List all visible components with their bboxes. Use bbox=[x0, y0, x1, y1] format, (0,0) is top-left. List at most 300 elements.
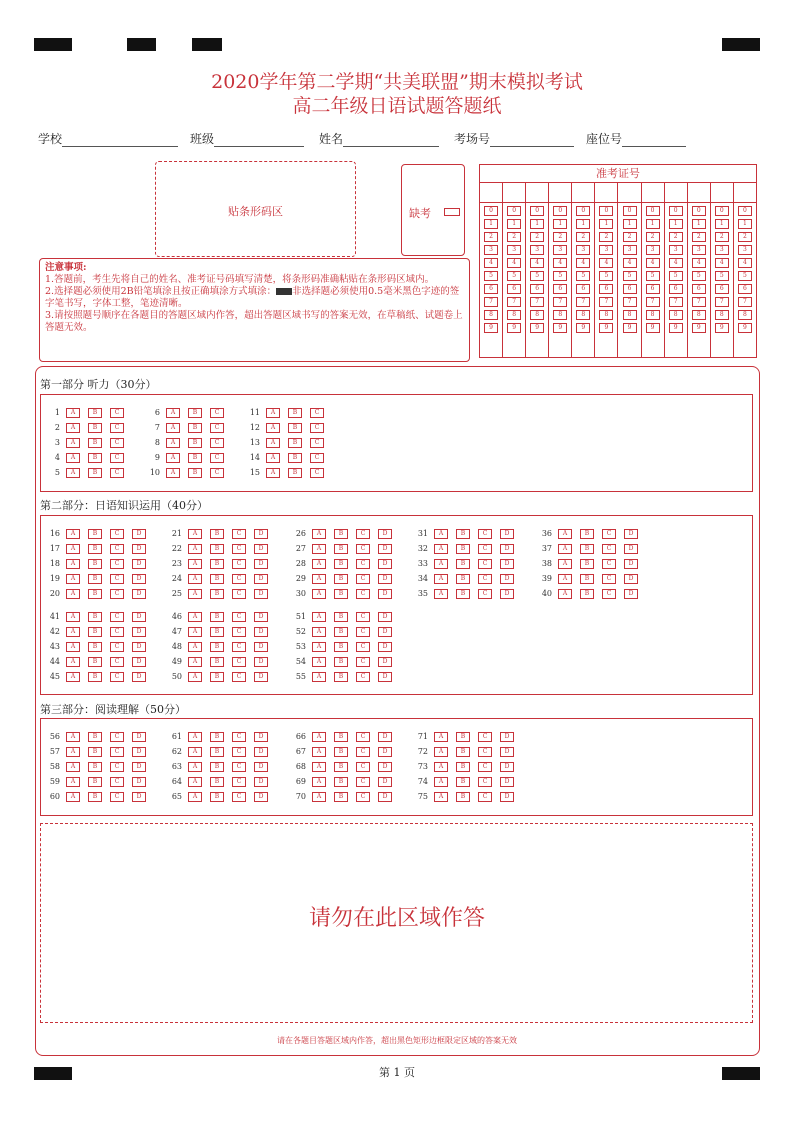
answer-bubble[interactable]: C bbox=[356, 657, 370, 667]
digit-bubble[interactable]: 6 bbox=[599, 284, 613, 294]
answer-bubble[interactable]: B bbox=[188, 468, 202, 478]
answer-bubble[interactable]: D bbox=[378, 559, 392, 569]
answer-bubble[interactable]: B bbox=[456, 762, 470, 772]
seat-field[interactable]: 座位号 bbox=[586, 130, 686, 147]
answer-bubble[interactable]: D bbox=[500, 732, 514, 742]
digit-bubble[interactable]: 9 bbox=[623, 323, 637, 333]
digit-bubble[interactable]: 3 bbox=[530, 245, 544, 255]
digit-bubble[interactable]: 2 bbox=[646, 232, 660, 242]
answer-bubble[interactable]: A bbox=[188, 589, 202, 599]
answer-bubble[interactable]: C bbox=[210, 468, 224, 478]
answer-bubble[interactable]: A bbox=[66, 559, 80, 569]
answer-bubble[interactable]: C bbox=[356, 642, 370, 652]
answer-bubble[interactable]: C bbox=[232, 792, 246, 802]
answer-bubble[interactable]: B bbox=[456, 732, 470, 742]
answer-bubble[interactable]: D bbox=[132, 777, 146, 787]
answer-bubble[interactable]: A bbox=[312, 777, 326, 787]
answer-bubble[interactable]: B bbox=[88, 672, 102, 682]
answer-bubble[interactable]: D bbox=[254, 529, 268, 539]
digit-bubble[interactable]: 8 bbox=[530, 310, 544, 320]
answer-bubble[interactable]: B bbox=[88, 468, 102, 478]
answer-bubble[interactable]: B bbox=[456, 777, 470, 787]
answer-bubble[interactable]: B bbox=[334, 747, 348, 757]
digit-bubble[interactable]: 7 bbox=[507, 297, 521, 307]
digit-bubble[interactable]: 5 bbox=[715, 271, 729, 281]
digit-bubble[interactable]: 3 bbox=[646, 245, 660, 255]
digit-bubble[interactable]: 7 bbox=[530, 297, 544, 307]
exam-id-digit-cell[interactable] bbox=[618, 183, 640, 203]
answer-bubble[interactable]: A bbox=[266, 423, 280, 433]
answer-bubble[interactable]: B bbox=[88, 559, 102, 569]
answer-bubble[interactable]: B bbox=[288, 453, 302, 463]
answer-bubble[interactable]: B bbox=[88, 627, 102, 637]
answer-bubble[interactable]: A bbox=[66, 468, 80, 478]
digit-bubble[interactable]: 6 bbox=[715, 284, 729, 294]
answer-bubble[interactable]: D bbox=[254, 574, 268, 584]
answer-bubble[interactable]: C bbox=[110, 468, 124, 478]
answer-bubble[interactable]: C bbox=[356, 559, 370, 569]
exam-id-digit-cell[interactable] bbox=[572, 183, 594, 203]
answer-bubble[interactable]: A bbox=[166, 408, 180, 418]
answer-bubble[interactable]: C bbox=[356, 762, 370, 772]
answer-bubble[interactable]: B bbox=[456, 589, 470, 599]
answer-bubble[interactable]: B bbox=[580, 529, 594, 539]
answer-bubble[interactable]: B bbox=[210, 559, 224, 569]
answer-bubble[interactable]: B bbox=[456, 559, 470, 569]
exam-id-digit-cell[interactable] bbox=[595, 183, 617, 203]
answer-bubble[interactable]: C bbox=[210, 423, 224, 433]
digit-bubble[interactable]: 4 bbox=[599, 258, 613, 268]
answer-bubble[interactable]: C bbox=[602, 544, 616, 554]
answer-bubble[interactable]: C bbox=[110, 627, 124, 637]
digit-bubble[interactable]: 0 bbox=[623, 206, 637, 216]
answer-bubble[interactable]: A bbox=[166, 438, 180, 448]
answer-bubble[interactable]: B bbox=[88, 792, 102, 802]
answer-bubble[interactable]: A bbox=[188, 529, 202, 539]
exam-room-field[interactable]: 考场号 bbox=[454, 130, 574, 147]
digit-bubble[interactable]: 4 bbox=[530, 258, 544, 268]
answer-bubble[interactable]: A bbox=[434, 529, 448, 539]
digit-bubble[interactable]: 7 bbox=[599, 297, 613, 307]
answer-bubble[interactable]: D bbox=[378, 792, 392, 802]
answer-bubble[interactable]: B bbox=[88, 438, 102, 448]
digit-bubble[interactable]: 4 bbox=[692, 258, 706, 268]
answer-bubble[interactable]: A bbox=[434, 792, 448, 802]
digit-bubble[interactable]: 8 bbox=[507, 310, 521, 320]
digit-bubble[interactable]: 9 bbox=[530, 323, 544, 333]
answer-bubble[interactable]: B bbox=[88, 574, 102, 584]
answer-bubble[interactable]: C bbox=[310, 438, 324, 448]
answer-bubble[interactable]: A bbox=[66, 453, 80, 463]
answer-bubble[interactable]: B bbox=[334, 627, 348, 637]
digit-bubble[interactable]: 2 bbox=[623, 232, 637, 242]
answer-bubble[interactable]: C bbox=[356, 732, 370, 742]
answer-bubble[interactable]: C bbox=[232, 627, 246, 637]
answer-bubble[interactable]: B bbox=[334, 762, 348, 772]
answer-bubble[interactable]: B bbox=[88, 453, 102, 463]
answer-bubble[interactable]: B bbox=[210, 574, 224, 584]
answer-bubble[interactable]: D bbox=[132, 792, 146, 802]
digit-bubble[interactable]: 4 bbox=[669, 258, 683, 268]
answer-bubble[interactable]: D bbox=[254, 672, 268, 682]
digit-bubble[interactable]: 4 bbox=[623, 258, 637, 268]
answer-bubble[interactable]: D bbox=[378, 612, 392, 622]
answer-bubble[interactable]: C bbox=[110, 732, 124, 742]
answer-bubble[interactable]: C bbox=[356, 589, 370, 599]
digit-bubble[interactable]: 7 bbox=[553, 297, 567, 307]
answer-bubble[interactable]: A bbox=[188, 657, 202, 667]
answer-bubble[interactable]: C bbox=[110, 544, 124, 554]
digit-bubble[interactable]: 3 bbox=[692, 245, 706, 255]
answer-bubble[interactable]: C bbox=[232, 777, 246, 787]
digit-bubble[interactable]: 1 bbox=[669, 219, 683, 229]
answer-bubble[interactable]: D bbox=[378, 529, 392, 539]
answer-bubble[interactable]: C bbox=[232, 732, 246, 742]
answer-bubble[interactable]: C bbox=[602, 574, 616, 584]
answer-bubble[interactable]: B bbox=[88, 544, 102, 554]
exam-id-digit-cell[interactable] bbox=[665, 183, 687, 203]
digit-bubble[interactable]: 0 bbox=[507, 206, 521, 216]
answer-bubble[interactable]: D bbox=[132, 612, 146, 622]
digit-bubble[interactable]: 0 bbox=[692, 206, 706, 216]
answer-bubble[interactable]: A bbox=[312, 589, 326, 599]
answer-bubble[interactable]: B bbox=[288, 438, 302, 448]
answer-bubble[interactable]: B bbox=[334, 544, 348, 554]
digit-bubble[interactable]: 6 bbox=[507, 284, 521, 294]
answer-bubble[interactable]: A bbox=[312, 544, 326, 554]
answer-bubble[interactable]: C bbox=[110, 529, 124, 539]
answer-bubble[interactable]: B bbox=[210, 747, 224, 757]
answer-bubble[interactable]: B bbox=[88, 529, 102, 539]
answer-bubble[interactable]: A bbox=[188, 559, 202, 569]
answer-bubble[interactable]: B bbox=[188, 423, 202, 433]
digit-bubble[interactable]: 7 bbox=[669, 297, 683, 307]
digit-bubble[interactable]: 5 bbox=[553, 271, 567, 281]
digit-bubble[interactable]: 9 bbox=[738, 323, 752, 333]
answer-bubble[interactable]: B bbox=[334, 642, 348, 652]
digit-bubble[interactable]: 8 bbox=[576, 310, 590, 320]
answer-bubble[interactable]: B bbox=[88, 589, 102, 599]
digit-bubble[interactable]: 5 bbox=[646, 271, 660, 281]
answer-bubble[interactable]: C bbox=[478, 574, 492, 584]
digit-bubble[interactable]: 0 bbox=[530, 206, 544, 216]
answer-bubble[interactable]: A bbox=[434, 732, 448, 742]
answer-bubble[interactable]: D bbox=[254, 589, 268, 599]
answer-bubble[interactable]: D bbox=[132, 574, 146, 584]
digit-bubble[interactable]: 8 bbox=[599, 310, 613, 320]
answer-bubble[interactable]: A bbox=[188, 777, 202, 787]
answer-bubble[interactable]: D bbox=[254, 657, 268, 667]
answer-bubble[interactable]: A bbox=[66, 544, 80, 554]
answer-bubble[interactable]: D bbox=[132, 589, 146, 599]
answer-bubble[interactable]: D bbox=[500, 777, 514, 787]
answer-bubble[interactable]: A bbox=[66, 438, 80, 448]
answer-bubble[interactable]: A bbox=[66, 672, 80, 682]
answer-bubble[interactable]: B bbox=[210, 612, 224, 622]
answer-bubble[interactable]: C bbox=[478, 559, 492, 569]
answer-bubble[interactable]: D bbox=[132, 642, 146, 652]
answer-bubble[interactable]: A bbox=[166, 423, 180, 433]
answer-bubble[interactable]: A bbox=[188, 792, 202, 802]
answer-bubble[interactable]: D bbox=[378, 642, 392, 652]
answer-bubble[interactable]: D bbox=[378, 762, 392, 772]
digit-bubble[interactable]: 5 bbox=[576, 271, 590, 281]
answer-bubble[interactable]: B bbox=[288, 408, 302, 418]
answer-bubble[interactable]: A bbox=[312, 612, 326, 622]
answer-bubble[interactable]: A bbox=[312, 529, 326, 539]
answer-bubble[interactable]: C bbox=[232, 612, 246, 622]
answer-bubble[interactable]: C bbox=[478, 792, 492, 802]
answer-bubble[interactable]: C bbox=[110, 438, 124, 448]
answer-bubble[interactable]: D bbox=[500, 762, 514, 772]
digit-bubble[interactable]: 4 bbox=[484, 258, 498, 268]
digit-bubble[interactable]: 7 bbox=[715, 297, 729, 307]
digit-bubble[interactable]: 3 bbox=[669, 245, 683, 255]
answer-bubble[interactable]: A bbox=[66, 589, 80, 599]
answer-bubble[interactable]: D bbox=[254, 747, 268, 757]
answer-bubble[interactable]: B bbox=[210, 657, 224, 667]
answer-bubble[interactable]: B bbox=[334, 792, 348, 802]
answer-bubble[interactable]: D bbox=[132, 657, 146, 667]
digit-bubble[interactable]: 5 bbox=[530, 271, 544, 281]
answer-bubble[interactable]: D bbox=[624, 559, 638, 569]
answer-bubble[interactable]: C bbox=[232, 529, 246, 539]
answer-bubble[interactable]: B bbox=[334, 589, 348, 599]
answer-bubble[interactable]: C bbox=[110, 642, 124, 652]
answer-bubble[interactable]: C bbox=[356, 672, 370, 682]
answer-bubble[interactable]: B bbox=[580, 544, 594, 554]
digit-bubble[interactable]: 5 bbox=[599, 271, 613, 281]
answer-bubble[interactable]: D bbox=[254, 627, 268, 637]
answer-bubble[interactable]: D bbox=[254, 642, 268, 652]
answer-bubble[interactable]: D bbox=[378, 657, 392, 667]
answer-bubble[interactable]: C bbox=[602, 589, 616, 599]
digit-bubble[interactable]: 2 bbox=[669, 232, 683, 242]
digit-bubble[interactable]: 9 bbox=[669, 323, 683, 333]
answer-bubble[interactable]: C bbox=[356, 747, 370, 757]
answer-bubble[interactable]: C bbox=[356, 529, 370, 539]
digit-bubble[interactable]: 6 bbox=[738, 284, 752, 294]
answer-bubble[interactable]: D bbox=[624, 589, 638, 599]
answer-bubble[interactable]: D bbox=[500, 792, 514, 802]
answer-bubble[interactable]: A bbox=[188, 574, 202, 584]
answer-bubble[interactable]: D bbox=[254, 559, 268, 569]
answer-bubble[interactable]: A bbox=[558, 529, 572, 539]
digit-bubble[interactable]: 4 bbox=[715, 258, 729, 268]
answer-bubble[interactable]: D bbox=[254, 762, 268, 772]
answer-bubble[interactable]: C bbox=[110, 574, 124, 584]
digit-bubble[interactable]: 2 bbox=[576, 232, 590, 242]
digit-bubble[interactable]: 3 bbox=[623, 245, 637, 255]
answer-bubble[interactable]: A bbox=[66, 777, 80, 787]
answer-bubble[interactable]: A bbox=[188, 732, 202, 742]
digit-bubble[interactable]: 1 bbox=[507, 219, 521, 229]
digit-bubble[interactable]: 8 bbox=[669, 310, 683, 320]
answer-bubble[interactable]: C bbox=[110, 612, 124, 622]
digit-bubble[interactable]: 1 bbox=[623, 219, 637, 229]
answer-bubble[interactable]: C bbox=[310, 423, 324, 433]
answer-bubble[interactable]: D bbox=[500, 574, 514, 584]
digit-bubble[interactable]: 2 bbox=[484, 232, 498, 242]
answer-bubble[interactable]: C bbox=[232, 762, 246, 772]
digit-bubble[interactable]: 9 bbox=[692, 323, 706, 333]
answer-bubble[interactable]: A bbox=[312, 657, 326, 667]
answer-bubble[interactable]: A bbox=[66, 747, 80, 757]
digit-bubble[interactable]: 9 bbox=[599, 323, 613, 333]
answer-bubble[interactable]: D bbox=[624, 574, 638, 584]
digit-bubble[interactable]: 1 bbox=[553, 219, 567, 229]
digit-bubble[interactable]: 6 bbox=[576, 284, 590, 294]
digit-bubble[interactable]: 6 bbox=[484, 284, 498, 294]
answer-bubble[interactable]: A bbox=[434, 559, 448, 569]
digit-bubble[interactable]: 6 bbox=[692, 284, 706, 294]
answer-bubble[interactable]: A bbox=[312, 642, 326, 652]
digit-bubble[interactable]: 0 bbox=[599, 206, 613, 216]
digit-bubble[interactable]: 7 bbox=[646, 297, 660, 307]
digit-bubble[interactable]: 3 bbox=[507, 245, 521, 255]
answer-bubble[interactable]: D bbox=[378, 777, 392, 787]
answer-bubble[interactable]: A bbox=[188, 627, 202, 637]
exam-id-digit-cell[interactable] bbox=[734, 183, 756, 203]
digit-bubble[interactable]: 1 bbox=[646, 219, 660, 229]
answer-bubble[interactable]: A bbox=[434, 574, 448, 584]
answer-bubble[interactable]: A bbox=[558, 559, 572, 569]
digit-bubble[interactable]: 2 bbox=[715, 232, 729, 242]
answer-bubble[interactable]: B bbox=[580, 589, 594, 599]
answer-bubble[interactable]: A bbox=[434, 544, 448, 554]
answer-bubble[interactable]: D bbox=[378, 627, 392, 637]
answer-bubble[interactable]: C bbox=[232, 642, 246, 652]
answer-bubble[interactable]: B bbox=[334, 612, 348, 622]
answer-bubble[interactable]: A bbox=[312, 574, 326, 584]
digit-bubble[interactable]: 5 bbox=[484, 271, 498, 281]
answer-bubble[interactable]: D bbox=[378, 747, 392, 757]
digit-bubble[interactable]: 4 bbox=[646, 258, 660, 268]
answer-bubble[interactable]: C bbox=[310, 453, 324, 463]
answer-bubble[interactable]: B bbox=[210, 792, 224, 802]
answer-bubble[interactable]: B bbox=[210, 627, 224, 637]
answer-bubble[interactable]: A bbox=[312, 792, 326, 802]
answer-bubble[interactable]: D bbox=[378, 732, 392, 742]
digit-bubble[interactable]: 8 bbox=[623, 310, 637, 320]
answer-bubble[interactable]: C bbox=[356, 627, 370, 637]
answer-bubble[interactable]: D bbox=[500, 559, 514, 569]
answer-bubble[interactable]: C bbox=[356, 612, 370, 622]
answer-bubble[interactable]: D bbox=[378, 544, 392, 554]
exam-id-digit-cell[interactable] bbox=[642, 183, 664, 203]
answer-bubble[interactable]: A bbox=[66, 423, 80, 433]
answer-bubble[interactable]: C bbox=[478, 762, 492, 772]
answer-bubble[interactable]: C bbox=[478, 777, 492, 787]
answer-bubble[interactable]: A bbox=[66, 657, 80, 667]
answer-bubble[interactable]: B bbox=[580, 559, 594, 569]
answer-bubble[interactable]: B bbox=[210, 732, 224, 742]
answer-bubble[interactable]: C bbox=[110, 589, 124, 599]
digit-bubble[interactable]: 2 bbox=[738, 232, 752, 242]
digit-bubble[interactable]: 3 bbox=[738, 245, 752, 255]
digit-bubble[interactable]: 7 bbox=[738, 297, 752, 307]
digit-bubble[interactable]: 2 bbox=[692, 232, 706, 242]
answer-bubble[interactable]: A bbox=[188, 672, 202, 682]
answer-bubble[interactable]: B bbox=[188, 438, 202, 448]
answer-bubble[interactable]: B bbox=[456, 574, 470, 584]
digit-bubble[interactable]: 0 bbox=[669, 206, 683, 216]
answer-bubble[interactable]: D bbox=[378, 574, 392, 584]
answer-bubble[interactable]: D bbox=[500, 529, 514, 539]
answer-bubble[interactable]: C bbox=[478, 747, 492, 757]
digit-bubble[interactable]: 6 bbox=[623, 284, 637, 294]
digit-bubble[interactable]: 1 bbox=[530, 219, 544, 229]
answer-bubble[interactable]: A bbox=[266, 453, 280, 463]
digit-bubble[interactable]: 1 bbox=[576, 219, 590, 229]
answer-bubble[interactable]: B bbox=[210, 672, 224, 682]
digit-bubble[interactable]: 9 bbox=[553, 323, 567, 333]
class-field[interactable]: 班级 bbox=[190, 130, 304, 147]
answer-bubble[interactable]: A bbox=[66, 408, 80, 418]
answer-bubble[interactable]: C bbox=[110, 762, 124, 772]
answer-bubble[interactable]: D bbox=[624, 529, 638, 539]
digit-bubble[interactable]: 5 bbox=[738, 271, 752, 281]
answer-bubble[interactable]: B bbox=[334, 672, 348, 682]
digit-bubble[interactable]: 1 bbox=[484, 219, 498, 229]
answer-bubble[interactable]: D bbox=[378, 589, 392, 599]
answer-bubble[interactable]: C bbox=[232, 672, 246, 682]
answer-bubble[interactable]: A bbox=[312, 762, 326, 772]
exam-id-digit-cell[interactable] bbox=[480, 183, 502, 203]
answer-bubble[interactable]: C bbox=[110, 453, 124, 463]
answer-bubble[interactable]: A bbox=[66, 612, 80, 622]
answer-bubble[interactable]: C bbox=[602, 529, 616, 539]
absent-checkbox[interactable] bbox=[444, 208, 460, 216]
digit-bubble[interactable]: 8 bbox=[646, 310, 660, 320]
answer-bubble[interactable]: C bbox=[602, 559, 616, 569]
answer-bubble[interactable]: B bbox=[88, 762, 102, 772]
answer-bubble[interactable]: D bbox=[132, 529, 146, 539]
answer-bubble[interactable]: C bbox=[478, 589, 492, 599]
answer-bubble[interactable]: A bbox=[66, 627, 80, 637]
answer-bubble[interactable]: C bbox=[478, 544, 492, 554]
answer-bubble[interactable]: D bbox=[254, 544, 268, 554]
answer-bubble[interactable]: A bbox=[188, 762, 202, 772]
answer-bubble[interactable]: A bbox=[312, 672, 326, 682]
answer-bubble[interactable]: B bbox=[210, 762, 224, 772]
answer-bubble[interactable]: A bbox=[66, 529, 80, 539]
answer-bubble[interactable]: B bbox=[88, 423, 102, 433]
answer-bubble[interactable]: A bbox=[66, 574, 80, 584]
answer-bubble[interactable]: A bbox=[434, 762, 448, 772]
digit-bubble[interactable]: 4 bbox=[576, 258, 590, 268]
answer-bubble[interactable]: B bbox=[210, 589, 224, 599]
answer-bubble[interactable]: C bbox=[110, 408, 124, 418]
digit-bubble[interactable]: 2 bbox=[507, 232, 521, 242]
answer-bubble[interactable]: B bbox=[188, 453, 202, 463]
answer-bubble[interactable]: B bbox=[88, 732, 102, 742]
digit-bubble[interactable]: 1 bbox=[715, 219, 729, 229]
answer-bubble[interactable]: B bbox=[580, 574, 594, 584]
answer-bubble[interactable]: C bbox=[232, 589, 246, 599]
answer-bubble[interactable]: B bbox=[88, 747, 102, 757]
answer-bubble[interactable]: D bbox=[378, 672, 392, 682]
answer-bubble[interactable]: B bbox=[88, 657, 102, 667]
answer-bubble[interactable]: B bbox=[188, 408, 202, 418]
digit-bubble[interactable]: 2 bbox=[553, 232, 567, 242]
answer-bubble[interactable]: A bbox=[66, 792, 80, 802]
digit-bubble[interactable]: 4 bbox=[553, 258, 567, 268]
exam-id-digit-cell[interactable] bbox=[688, 183, 710, 203]
answer-bubble[interactable]: D bbox=[132, 762, 146, 772]
answer-bubble[interactable]: C bbox=[232, 544, 246, 554]
answer-bubble[interactable]: B bbox=[210, 642, 224, 652]
